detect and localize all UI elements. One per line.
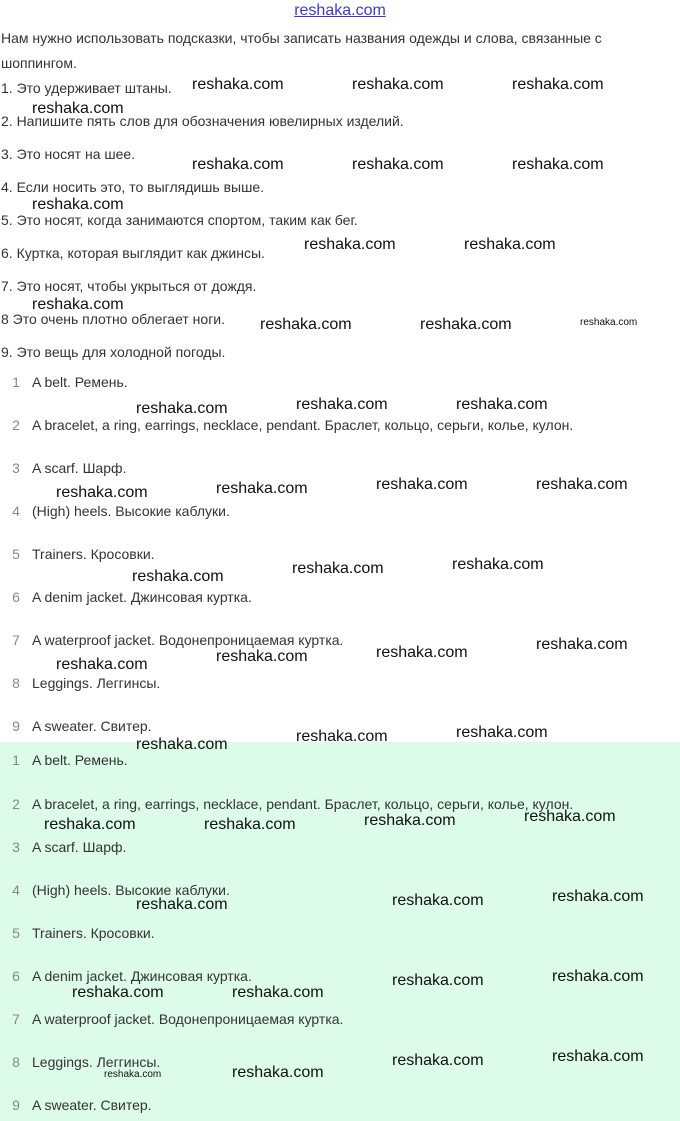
watermark: reshaka.com (136, 400, 228, 417)
answer-text: A waterproof jacket. Водонепроницаемая куртка. (32, 632, 344, 648)
answer-text: A scarf. Шарф. (32, 460, 127, 476)
answer-number: 5 (12, 925, 20, 941)
answer-text: A denim jacket. Джинсовая куртка. (32, 589, 252, 605)
answer-number: 7 (12, 632, 20, 648)
answer-text: A bracelet, a ring, earrings, necklace, pendant. Браслет, кольцо, серьги, колье, кулон. (32, 417, 574, 433)
watermark: reshaka.com (204, 816, 296, 833)
question-2: 2. Напишите пять слов для обозначения ювелирных изделий. (1, 113, 404, 129)
answer-number: 2 (12, 417, 20, 433)
watermark: reshaka.com (536, 636, 628, 653)
answer-number: 8 (12, 675, 20, 691)
answer-text: A bracelet, a ring, earrings, necklace, pendant. Браслет, кольцо, серьги, колье, кулон. (32, 796, 574, 812)
question-4: 4. Если носить это, то выглядишь выше. (1, 179, 265, 195)
watermark: reshaka.com (296, 396, 388, 413)
answer-number: 5 (12, 546, 20, 562)
watermark: reshaka.com (352, 76, 444, 93)
answer-number: 4 (12, 503, 20, 519)
answer-item (0, 503, 680, 523)
question-3: 3. Это носят на шее. (1, 146, 136, 162)
answer-text: Leggings. Леггинсы. (32, 1054, 161, 1070)
answer-text: A sweater. Свитер. (32, 718, 152, 734)
watermark: reshaka.com (136, 896, 228, 913)
answer-text: A sweater. Свитер. (32, 1097, 152, 1113)
answer-item (0, 589, 680, 609)
question-1: 1. Это удерживает штаны. (1, 80, 172, 96)
answer-item (0, 925, 680, 945)
watermark: reshaka.com (304, 236, 396, 253)
answer-number: 2 (12, 796, 20, 812)
answer-item (0, 1011, 680, 1031)
answer-text: A scarf. Шарф. (32, 839, 127, 855)
watermark: reshaka.com (292, 560, 384, 577)
watermark: reshaka.com (56, 484, 148, 501)
watermark: reshaka.com (512, 156, 604, 173)
answer-number: 4 (12, 882, 20, 898)
watermark: reshaka.com (376, 644, 468, 661)
watermark: reshaka.com (456, 396, 548, 413)
answer-text: (High) heels. Высокие каблуки. (32, 882, 230, 898)
watermark: reshaka.com (376, 476, 468, 493)
watermark: reshaka.com (132, 568, 224, 585)
question-8: 8 Это очень плотно облегает ноги. (1, 311, 226, 327)
watermark: reshaka.com (392, 972, 484, 989)
answer-text: Trainers. Кросовки. (32, 925, 155, 941)
answer-text: Leggings. Леггинсы. (32, 675, 161, 691)
watermark: reshaka.com (420, 316, 512, 333)
answer-number: 6 (12, 968, 20, 984)
answer-item (0, 1097, 680, 1117)
watermark: reshaka.com (392, 1052, 484, 1069)
answer-number: 1 (12, 374, 20, 390)
question-7: 7. Это носят, чтобы укрыться от дождя. (1, 278, 257, 294)
watermark: reshaka.com (552, 1048, 644, 1065)
watermark: reshaka.com (192, 156, 284, 173)
answer-text: A belt. Ремень. (32, 374, 128, 390)
site-link[interactable]: reshaka.com (294, 2, 386, 19)
answer-text: (High) heels. Высокие каблуки. (32, 503, 230, 519)
answer-number: 1 (12, 752, 20, 768)
watermark: reshaka.com (136, 736, 228, 753)
answer-number: 6 (12, 589, 20, 605)
watermark: reshaka.com (32, 196, 124, 213)
answer-number: 8 (12, 1054, 20, 1070)
question-9: 9. Это вещь для холодной погоды. (1, 344, 226, 360)
watermark: reshaka.com (552, 888, 644, 905)
watermark: reshaka.com (512, 76, 604, 93)
watermark: reshaka.com (232, 1064, 324, 1081)
watermark: reshaka.com (260, 316, 352, 333)
answer-number: 3 (12, 460, 20, 476)
watermark: reshaka.com (32, 100, 124, 117)
answer-text: A denim jacket. Джинсовая куртка. (32, 968, 252, 984)
answer-item (0, 752, 680, 772)
watermark: reshaka.com (352, 156, 444, 173)
answer-number: 9 (12, 1097, 20, 1113)
question-5: 5. Это носят, когда занимаются спортом, таким как бег. (1, 212, 358, 228)
watermark: reshaka.com (232, 984, 324, 1001)
watermark: reshaka.com (72, 984, 164, 1001)
watermark: reshaka.com (104, 1069, 162, 1080)
watermark: reshaka.com (216, 648, 308, 665)
watermark: reshaka.com (456, 724, 548, 741)
watermark: reshaka.com (216, 480, 308, 497)
watermark: reshaka.com (552, 968, 644, 985)
answer-number: 9 (12, 718, 20, 734)
answer-text: Trainers. Кросовки. (32, 546, 155, 562)
watermark: reshaka.com (296, 728, 388, 745)
watermark: reshaka.com (464, 236, 556, 253)
watermark: reshaka.com (56, 656, 148, 673)
intro-text: Нам нужно использовать подсказки, чтобы записать названия одежды и слова, связанные с шоппингом. (1, 30, 602, 71)
watermark: reshaka.com (192, 76, 284, 93)
answer-item (0, 374, 680, 394)
watermark: reshaka.com (536, 476, 628, 493)
answer-item (0, 417, 680, 437)
answer-text: A belt. Ремень. (32, 752, 128, 768)
answer-text: A waterproof jacket. Водонепроницаемая куртка. (32, 1011, 344, 1027)
answer-number: 7 (12, 1011, 20, 1027)
answer-item (0, 675, 680, 695)
watermark: reshaka.com (580, 317, 638, 328)
watermark: reshaka.com (452, 556, 544, 573)
question-6: 6. Куртка, которая выглядит как джинсы. (1, 245, 265, 261)
answer-item (0, 839, 680, 859)
watermark: reshaka.com (32, 296, 124, 313)
watermark: reshaka.com (364, 812, 456, 829)
answer-number: 3 (12, 839, 20, 855)
watermark: reshaka.com (392, 892, 484, 909)
watermark: reshaka.com (44, 816, 136, 833)
watermark: reshaka.com (524, 808, 616, 825)
